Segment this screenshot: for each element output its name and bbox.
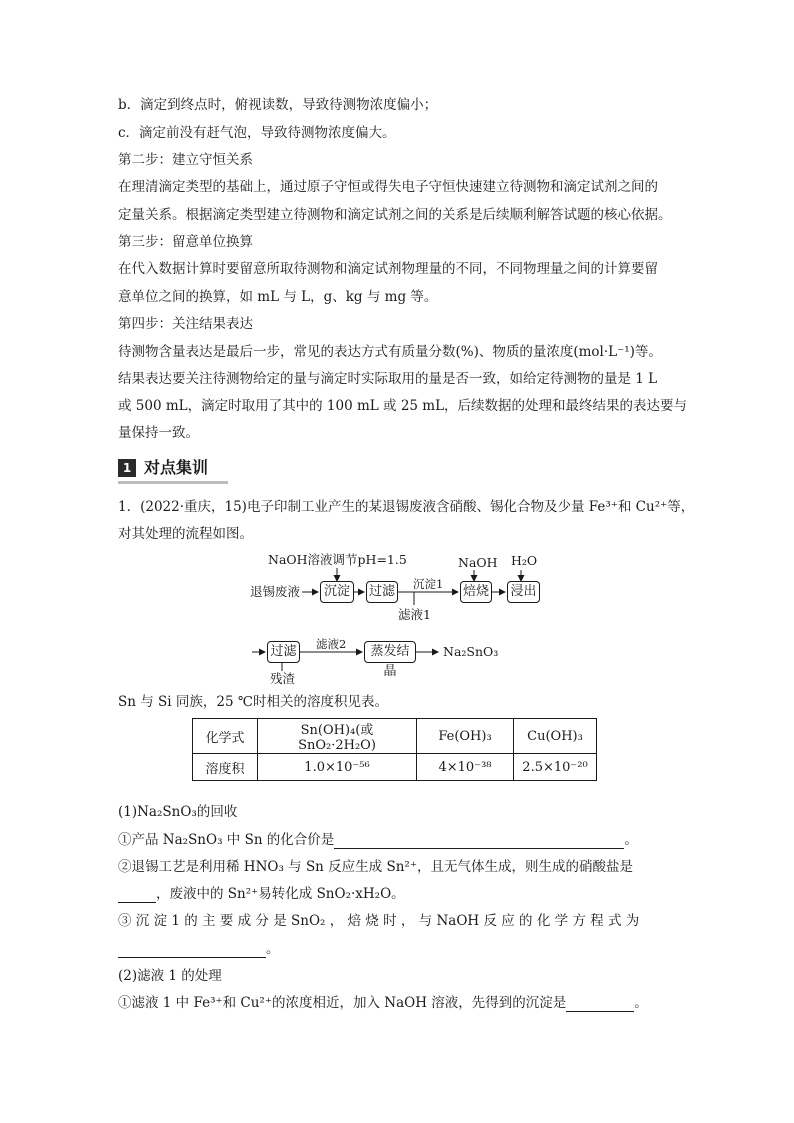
table-cell: 4×10⁻³⁸ — [417, 754, 514, 781]
residue-label: 残渣 — [270, 671, 296, 686]
step-heading: 第四步：关注结果表达 — [118, 316, 253, 332]
process-box: 过滤 — [267, 641, 300, 663]
table-header-cell: Fe(OH)₃ — [417, 719, 514, 754]
ksp-table — [192, 718, 597, 781]
table-header-cell: 化学式 — [193, 719, 258, 754]
question-text: 。 — [266, 941, 280, 957]
text-line: c．滴定前没有赶气泡，导致待测物浓度偏大。 — [118, 125, 396, 141]
table-row — [193, 754, 597, 781]
table-cell: 溶度积 — [193, 754, 258, 781]
question-line — [118, 994, 648, 1012]
process-box: 焙烧 — [460, 581, 492, 603]
step-heading: 第三步：留意单位换算 — [118, 234, 253, 250]
question-text: 对其处理的流程如图。 — [118, 526, 253, 542]
question-text: ，废液中的 Sn²⁺易转化成 SnO₂·xH₂O。 — [156, 886, 405, 902]
text-line: 意单位之间的换算，如 mL 与 L，g、kg 与 mg 等。 — [118, 289, 438, 305]
question-text: 。 — [624, 832, 638, 848]
part-heading: (2)滤液 1 的处理 — [118, 968, 222, 984]
answer-blank[interactable] — [118, 888, 156, 903]
text-line: 定量关系。根据滴定类型建立待测物和滴定试剂之间的关系是后续顺利解答试题的核心依据。 — [118, 207, 672, 223]
part-heading: (1)Na₂SnO₃的回收 — [118, 804, 238, 820]
question-text: ①产品 Na₂SnO₃ 中 Sn 的化合价是 — [118, 832, 335, 848]
stream-label: 沉淀1 — [413, 577, 444, 591]
process-box: 蒸发结晶 — [364, 641, 416, 663]
process-box: 沉淀 — [320, 581, 354, 603]
question-text: ①滤液 1 中 Fe³⁺和 Cu²⁺的浓度相近，加入 NaOH 溶液，先得到的沉淀是 — [118, 995, 567, 1011]
answer-blank[interactable] — [118, 943, 266, 958]
product-label: Na₂SnO₃ — [443, 644, 499, 659]
table-cell: 2.5×10⁻²⁰ — [514, 754, 597, 781]
answer-blank[interactable] — [566, 997, 634, 1012]
question-line — [118, 940, 280, 958]
table-row — [193, 719, 597, 754]
text-line: b．滴定到终点时，俯视读数，导致待测物浓度偏小； — [118, 97, 438, 113]
answer-blank[interactable] — [334, 834, 624, 849]
reagent-label: H₂O — [511, 553, 538, 568]
reagent-label: NaOH — [458, 555, 498, 570]
reagent-label: NaOH溶液调节pH=1.5 — [268, 552, 407, 567]
stream-label: 滤液2 — [316, 637, 347, 651]
section-title: 对点集训 — [144, 458, 209, 477]
question-line — [118, 885, 405, 903]
table-intro: Sn 与 Si 同族，25 ℃时相关的溶度积见表。 — [118, 694, 388, 710]
text-line: 或 500 mL，滴定时取用了其中的 100 mL 或 25 mL，后续数据的处理和最终结果的表达要与 — [118, 398, 688, 414]
process-box: 浸出 — [507, 581, 540, 603]
section-number: 1 — [118, 459, 136, 477]
question-text: 。 — [634, 995, 648, 1011]
text-line: 结果表达要关注待测物给定的量与滴定时实际取用的量是否一致，如给定待测物的量是 1 L — [118, 371, 658, 387]
text-line: 在代入数据计算时要留意所取待测物和滴定试剂物理量的不同，不同物理量之间的计算要留 — [118, 261, 658, 277]
text-line: 待测物含量表达是最后一步，常见的表达方式有质量分数(%)、物质的量浓度(mol·L⁻¹)等。 — [118, 344, 662, 360]
table-header-cell: Sn(OH)₄(或 SnO₂·2H₂O) — [258, 719, 417, 754]
question-line — [118, 831, 638, 849]
question-text: 1．(2022·重庆，15)电子印制工业产生的某退锡废液含硝酸、锡化合物及少量 Fe³⁺和 Cu²⁺等， — [118, 499, 695, 515]
step-heading: 第二步：建立守恒关系 — [118, 152, 253, 168]
question-text: ②退锡工艺是利用稀 HNO₃ 与 Sn 反应生成 Sn²⁺，且无气体生成，则生成的硝酸盐是 — [118, 859, 633, 875]
question-text: ③ 沉 淀 1 的 主 要 成 分 是 SnO₂ ， 焙 烧 时 ， 与 NaOH 反 应 的 化 学 方 程 式 为 — [118, 913, 640, 929]
text-line: 在理清滴定类型的基础上，通过原子守恒或得失电子守恒快速建立待测物和滴定试剂之间的 — [118, 179, 658, 195]
feed-label: 退锡废液 — [250, 584, 301, 599]
table-cell: 1.0×10⁻⁵⁶ — [258, 754, 417, 781]
process-box: 过滤 — [366, 581, 398, 603]
table-header-cell: Cu(OH)₃ — [514, 719, 597, 754]
filtrate-label: 滤液1 — [398, 607, 431, 622]
text-line: 量保持一致。 — [118, 425, 199, 441]
